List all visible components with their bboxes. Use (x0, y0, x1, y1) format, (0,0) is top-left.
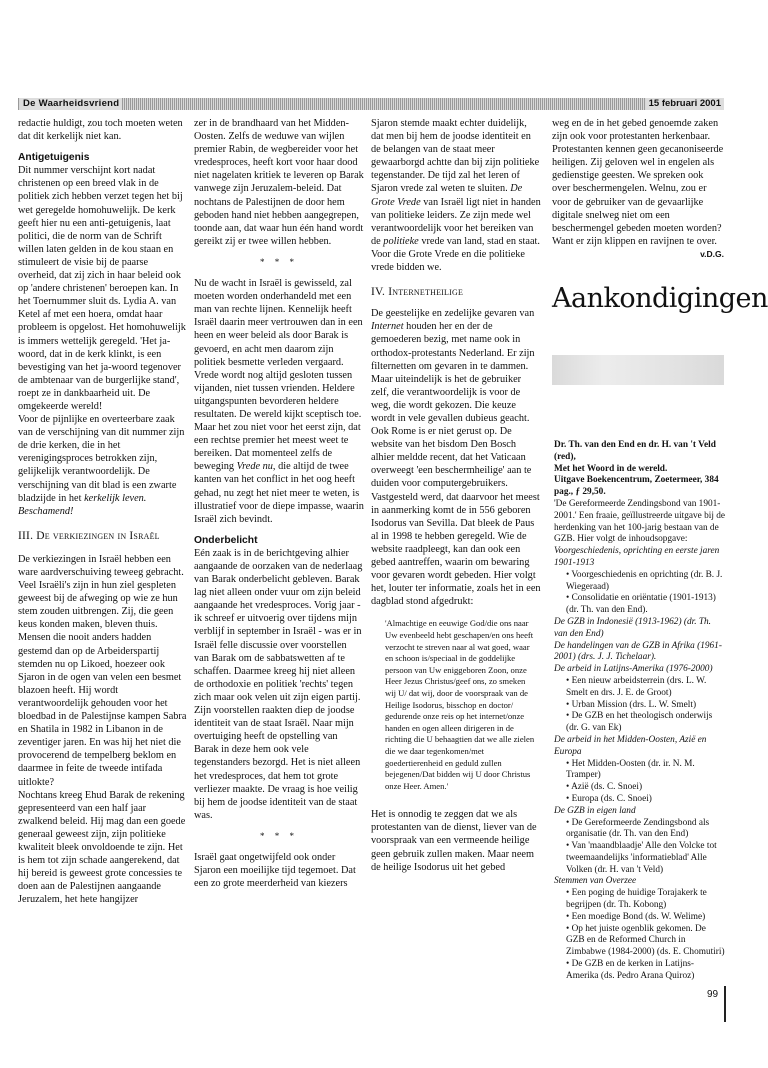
announcement-banner (552, 355, 724, 385)
paragraph: weg en de in het gebed genoemde zaken zijn ook voor protestanten herkenbaar. (552, 118, 719, 143)
paragraph: De verkiezingen in Israël hebben een ware aardverschuiving teweeg gebracht. Veel Israëli's zijn in hun ziel gespleten geweest bij de afweging op wie ze hun stem zouden uitbrengen. Zij, die geen keus konden maken, bleven thuis. Mensen die nooit anders hadden gestemd dan op de Arbeiderspartij stemden nu op Likoed, hoezeer ook Sjaron in de ogen van velen een besmet blazoen heeft. Hij wordt verantwoordelijk gehouden voor het bloedbad in de Palestijnse kampen Sabra en Shatila in 1982 in Libanon in de zeventiger jaren. En was hij het niet die provocerend de tempelberg beklom en daarmee in feite de tweede intifada uitlokte? (18, 553, 187, 788)
toc-item: • Voorgeschiedenis en oprichting (dr. B. J. Wiegeraad) (566, 569, 723, 592)
toc-item: • Een poging de huidige Torajakerk te begrijpen (dr. Th. Kobong) (566, 888, 707, 911)
book-authors: Dr. Th. van den End en dr. H. van 't Veld (red), (554, 440, 716, 462)
toc-section: De GZB in Indonesië (1913-1962) (dr. Th. van den End) (554, 616, 711, 639)
paragraph: De geestelijke en zedelijke gevaren van Internet houden her en der de gemoederen bezig, met name ook in orthodox-protestants Nederland. Er zijn filternetten om gevaren in te dammen. Maar uiteindelijk is het de gebruiker zelf, die verantwoordelijk is voor de weg, die wordt gekozen. Die keuze wordt in vele gevallen dubieus geacht. Ook Rome is er niet gerust op. De website van het bisdom Den Bosch alhier meldde recent, dat het Vaticaan overweegt 'een beschermheilige' aan te duiden voor computergebruikers. Vastgesteld werd, dat daarvoor het meest in aanmerking komt de in 556 geboren Isodorus van Sevilla. Dat bleek de Paus al in 1998 te hebben geregeld. Wie de website raadpleegt, kan dan ook een gebed aantreffen, waarin om bewaring voor gevaren wordt gebeden. Hier volgt het, louter ter informatie, zoals het in een dagblad stond afgedrukt: (371, 308, 541, 608)
announcement-body (554, 440, 726, 983)
paragraph: Nochtans kreeg Ehud Barak de rekening gepresenteerd van een half jaar zwalkend beleid. Hij mag dan een goede generaal geweest zijn, zijn politieke kwaliteit bleek onvoldoende te zijn. Het is hem tot zijn schade aangerekend, dat hij bereid is geweest grote concessies te doen aan de Palestijnen aangaande Jeruzalem, het hete hangijzer (18, 789, 186, 906)
toc-section: Stemmen van Overzee (554, 876, 637, 887)
toc-item: • Het Midden-Oosten (dr. ir. N. M. Tramper) (566, 758, 695, 781)
running-header-date: 15 februari 2001 (646, 98, 724, 110)
running-header-title: De Waarheidsvriend (20, 98, 122, 110)
column-4 (552, 117, 768, 315)
toc-item: • Consolidatie en oriëntatie (1901-1913) (dr. Th. van den End). (566, 593, 716, 616)
toc-section: De arbeid in Latijns-Amerika (1976-2000) (554, 664, 713, 675)
paragraph: Protestanten kennen geen gecanoniseerde heiligen. Zij geloven wel in engelen als gedienstige geesten. We spreken ook over beschermengelen. Welnu, zou er voor de gebruiker van de gevaarlijke digitale snelweg niet om een beschermengel gebeden moeten worden? Want er zijn klippen en ravijnen te over. (552, 144, 724, 247)
subheading-onderbelicht: Onderbelicht (194, 534, 258, 546)
column-1 (18, 117, 188, 906)
subheading-antigetuigenis: Antigetuigenis (18, 152, 90, 164)
paragraph: Nu de wacht in Israël is gewisseld, zal moeten worden onderhandeld met een man van rechte lijnen. Kennelijk heeft Israël daarin meer vertrouwen dan in een heen en weer beleid als door Barak is gevoerd, en acht men daarom zijn politiek besmette verleden vergaard. Vrede wordt nog altijd gesloten tussen vijanden, niet tussen vrienden. Heldere uitgangspunten bevorderen heldere resultaten. De wereld kijkt sceptisch toe. Maar het zou niet voor het eerst zijn, dat een rechtse premier het meest weet te bereiken. Dat momenteel zelfs de beweging Vrede nu, die altijd de twee kanten van het conflict in het oog heeft gehad, nu zegt het niet meer te weten, is illustratief voor de diepe impasse, waarin Israël zich bevindt. (194, 278, 364, 525)
toc-section: De handelingen van de GZB in Afrika (1961-2001) (drs. J. J. Tichelaar). (554, 640, 722, 663)
announcements-title: Aankondigingen (552, 283, 768, 315)
toc-section: De arbeid in het Midden-Oosten, Azië en Europa (554, 734, 707, 757)
section-heading-israel: III. De verkiezingen in Israël (18, 529, 160, 542)
column-3 (371, 117, 541, 874)
toc-section: De GZB in eigen land (554, 805, 636, 816)
emphasis: kerkelijk leven. Beschamend! (18, 492, 147, 517)
toc-item: • Een moedige Bond (ds. W. Welime) (566, 911, 706, 922)
paragraph: zer in de brandhaard van het Midden-Oosten. Zelfs de weduwe van wijlen premier Rabin, de wegbereider voor het vredesproces, heeft kort voor haar dood niet nagelaten kritiek te leveren op Barak vanwege zijn Jeruzalem-beleid. Dat nochtans de Palestijnen de door hem geboden hand niet hebben aangegrepen, toonde aan, dat waar hun één hand wordt gereikt zij er twee willen hebben. (194, 118, 364, 247)
paragraph: Israël gaat ongetwijfeld ook onder Sjaron een moeilijke tijd tegemoet. Dat een zo grote meerderheid van kiezers (194, 851, 356, 890)
separator-stars: * * * (260, 830, 298, 841)
toc-item: • Van 'maandblaadje' Alle den Volcke tot tweemaandelijks 'informatieblad' Alle Volken (dr. H. van 't Veld) (566, 841, 717, 875)
author-signature: v.D.G. (700, 248, 724, 259)
toc-item: • De Gereformeerde Zendingsbond als organisatie (dr. Th. van den End) (566, 817, 710, 840)
table-of-contents (554, 546, 726, 982)
column-2 (194, 117, 364, 890)
page-edge-mark (724, 986, 726, 1022)
prayer-quote: 'Almachtige en eeuwige God/die ons naar Uw evenbeeld hebt geschapen/en ons heeft verzocht te streven naar al wat goed, waar en schoon is/speciaal in de goddelijke persoon van Uw eniggeboren Zoon, onze Heer Jezus Christus/geef ons, zo smeken wij U/ dat wij, door de voorspraak van de Heilige Isodorus, bisschop en doctor/ gedurende onze reis op het internet/onze handen en ogen alleen dirigeren in de richting die U behaagtien dat we alle zielen die we daar tegenkomen/met goedertierenheid en geduld zullen bejegenen/Dat bidden wij U door Christus onze Heer. Amen.' (385, 618, 535, 791)
paragraph: Sjaron stemde maakt echter duidelijk, dat men bij hem de joodse identiteit en de belangen van de staat meer gewaarborgd achtte dan bij zijn politieke tegenstander. De tijd zal het leren of Sjaron vrede zal weten te sluiten. De Grote Vrede van Israël ligt niet in handen van politieke leiders. Ze zijn mede wel verantwoordelijk voor het bereiken van de politieke vrede van land, stad en staat. Voor die Grote Vrede en die politieke vrede bidden we. (371, 118, 541, 274)
toc-item: • Een nieuw arbeidsterrein (drs. L. W. Smelt en drs. J. E. de Groot) (566, 675, 707, 698)
separator-stars: * * * (260, 256, 298, 267)
paragraph: Eén zaak is in de berichtgeving alhier aangaande de oorzaken van de nederlaag van Barak onderbelicht gebleven. Barak lag niet alleen onder vuur om zijn beleid aangaande het vredesproces. Vorig jaar - ik schreef er uitvoerig over tijdens mijn verblijf in september in Israël - was er in Israël felle discussie over voorstellen van Barak om de sabbatswetten af te schaffen. Daarmee kreeg hij niet alleen de orthodoxie en politiek 'rechts' tegen zich maar ook velen uit zijn eigen partij. Zijn voorstellen raakten diep de joodse identiteit van de staat Israël. Naar mijn overtuiging heeft de opstelling van Barak in deze hem ook vele tegenstanders bezorgd. Het is niet alleen het vredesproces, dat hem tot grote verliezer maakte. De vraag is hoe veilig bij hem de joodse identiteit van de staat was. (194, 547, 363, 821)
toc-item: • Op het juiste ogenblik gekomen. De GZB en de Reformed Church in Zimbabwe (1984-2000) (ds. E. Chomutiri) (566, 923, 725, 958)
page-number: 99 (707, 989, 719, 1000)
paragraph: redactie huldigt, zou toch moeten weten dat dit kerkelijk niet kan. (18, 118, 183, 143)
toc-item: • Azië (ds. C. Snoei) (566, 782, 643, 793)
book-intro: 'De Gereformeerde Zendingsbond van 1901-2001.' Een fraaie, geïllustreerde uitgave bij de herdenking van het 100-jarig bestaan van de GZB. Hier volgt de inhoudsopgave: (554, 498, 726, 545)
paragraph: Het is onnodig te zeggen dat we als protestanten van de dienst, liever van de voorspraak van een vermeende heilige geen gebruik zullen maken. Maar neem de heilige Isodorus uit het gebed (371, 809, 537, 873)
toc-item: • Urban Mission (drs. L. W. Smelt) (566, 699, 697, 710)
section-heading-internetheilige: IV. Internetheilige (371, 286, 464, 299)
toc-section: Voorgeschiedenis, oprichting en eerste jaren 1901-1913 (554, 546, 720, 568)
running-header-bar (18, 98, 724, 110)
book-title: Met het Woord in de wereld. (554, 463, 668, 474)
book-publisher: Uitgave Boekencentrum, Zoetermeer, 384 pag., ƒ 29,50. (554, 475, 719, 498)
toc-item: • Europa (ds. C. Snoei) (566, 793, 652, 804)
toc-item: • De GZB en de kerken in Latijns-Amerika (ds. Pedro Arana Quiroz) (566, 959, 695, 981)
toc-item: • De GZB en het theologisch onderwijs (dr. G. van Ek) (566, 711, 713, 734)
paragraph: Voor de pijnlijke en overteerbare zaak van de verschijning van dit nummer zijn de drie kerken, die in het verenigingsproces betrokken zijn, gelijkelijk verantwoordelijk. De verschijning van dit blad is een zwarte bladzijde in het kerkelijk leven. Beschamend! (18, 414, 185, 517)
paragraph: Dit nummer verschijnt kort nadat christenen op een breed vlak in de politiek zich hebben verzet tegen het bij wet geregelde homohuwelijk. De kerk geeft hier nu een anti-getuigenis, laat politici, die de norm van de Schrift willen laten gelden in de kou staan en stimuleert de visie bij de paarse overheid, dat zij zich in haar beleid ook op 'andere christenen' beroepen kan. In het Toernummer sluit ds. Lydia A. van Ketel af met een hoera, omdat haar probleem is opgelost. Het homohuwelijk is immers wettelijk geregeld. 'Het ja-woord, dat in de kerk klinkt, is een bevestiging van het ja-woord tegenover de ambtenaar van de burgerlijke stand', roept ze in dankbaarheid uit. De omgekeerde wereld! (18, 165, 186, 412)
